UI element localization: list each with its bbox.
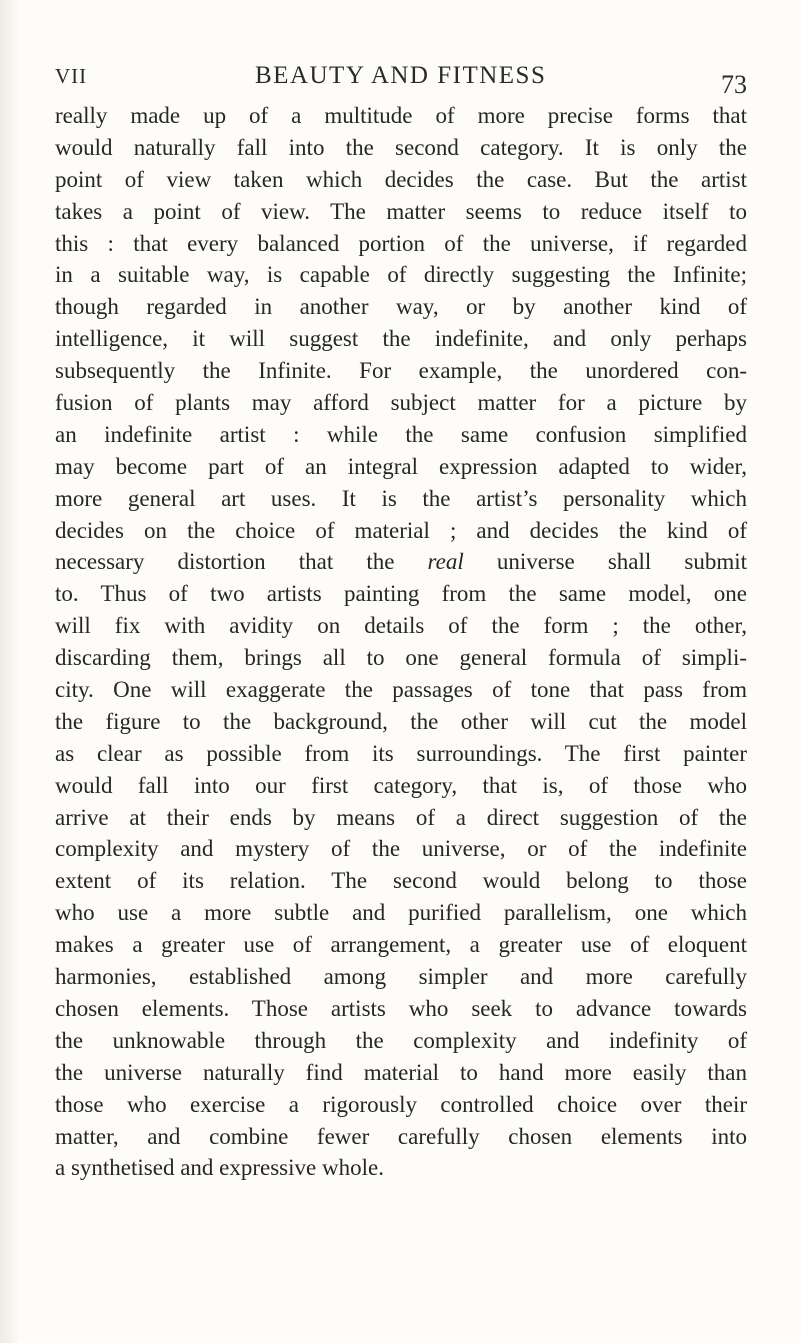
page-gutter-shadow	[0, 0, 20, 1343]
running-head	[55, 62, 747, 98]
text-line: fusion of plants may afford subject matter for a picture by	[55, 390, 747, 416]
text-line: who use a more subtle and purified parallelism, one which	[55, 900, 747, 926]
text-line: may become part of an integral expression adapted to wider,	[55, 453, 747, 479]
italic-word-real: real	[427, 549, 464, 575]
text-line: takes a point of view. The matter seems to reduce itself to	[55, 198, 747, 224]
running-title: BEAUTY AND FITNESS	[255, 62, 547, 89]
text-line: would naturally fall into the second category. It is only the	[55, 134, 747, 160]
text-line: the universe naturally find material to hand more easily than	[55, 1059, 747, 1085]
text-line: intelligence, it will suggest the indefinite, and only perhaps	[55, 326, 747, 352]
chapter-number: VII	[55, 64, 88, 88]
text-line: this : that every balanced portion of the universe, if regarded	[55, 230, 747, 256]
text-line: an indefinite artist : while the same confusion simplified	[55, 421, 747, 447]
text-segment: necessary distortion that the	[55, 549, 395, 575]
text-line: more general art uses. It is the artist’s personality which	[55, 485, 747, 511]
page-number: 73	[721, 70, 747, 99]
text-line: as clear as possible from its surroundings. The first painter	[55, 740, 747, 766]
text-line: decides on the choice of material ; and decides the kind of	[55, 517, 747, 543]
text-line: arrive at their ends by means of a direct suggestion of the	[55, 804, 747, 830]
text-line: matter, and combine fewer carefully chosen elements into	[55, 1123, 747, 1149]
body-text	[55, 100, 747, 1184]
text-line: will fix with avidity on details of the form ; the other,	[55, 613, 747, 639]
text-line: the unknowable through the complexity and indefinity of	[55, 1027, 747, 1053]
text-line: extent of its relation. The second would belong to those	[55, 868, 747, 894]
text-line: in a suitable way, is capable of directly suggesting the Infinite;	[55, 262, 747, 288]
text-line: makes a greater use of arrangement, a greater use of eloquent	[55, 932, 747, 958]
text-line: though regarded in another way, or by another kind of	[55, 294, 747, 320]
text-line: chosen elements. Those artists who seek to advance towards	[55, 995, 747, 1021]
text-line: really made up of a multitude of more precise forms that	[55, 103, 747, 128]
text-line-with-italic	[55, 546, 747, 578]
text-line: subsequently the Infinite. For example, the unordered con-	[55, 358, 747, 384]
text-line: harmonies, established among simpler and more carefully	[55, 964, 747, 990]
text-line: to. Thus of two artists painting from the same model, one	[55, 581, 747, 607]
text-line: discarding them, brings all to one general formula of simpli-	[55, 645, 747, 671]
text-line: the figure to the background, the other will cut the model	[55, 708, 747, 734]
text-line: would fall into our first category, that is, of those who	[55, 772, 747, 798]
text-line: city. One will exaggerate the passages of tone that pass from	[55, 677, 747, 703]
text-line: complexity and mystery of the universe, or of the indefinite	[55, 836, 747, 862]
text-line-last: a synthetised and expressive whole.	[55, 1155, 384, 1181]
text-segment: universe shall submit	[496, 549, 747, 575]
text-line: point of view taken which decides the case. But the artist	[55, 166, 747, 192]
text-line: those who exercise a rigorously controlled choice over their	[55, 1091, 747, 1117]
